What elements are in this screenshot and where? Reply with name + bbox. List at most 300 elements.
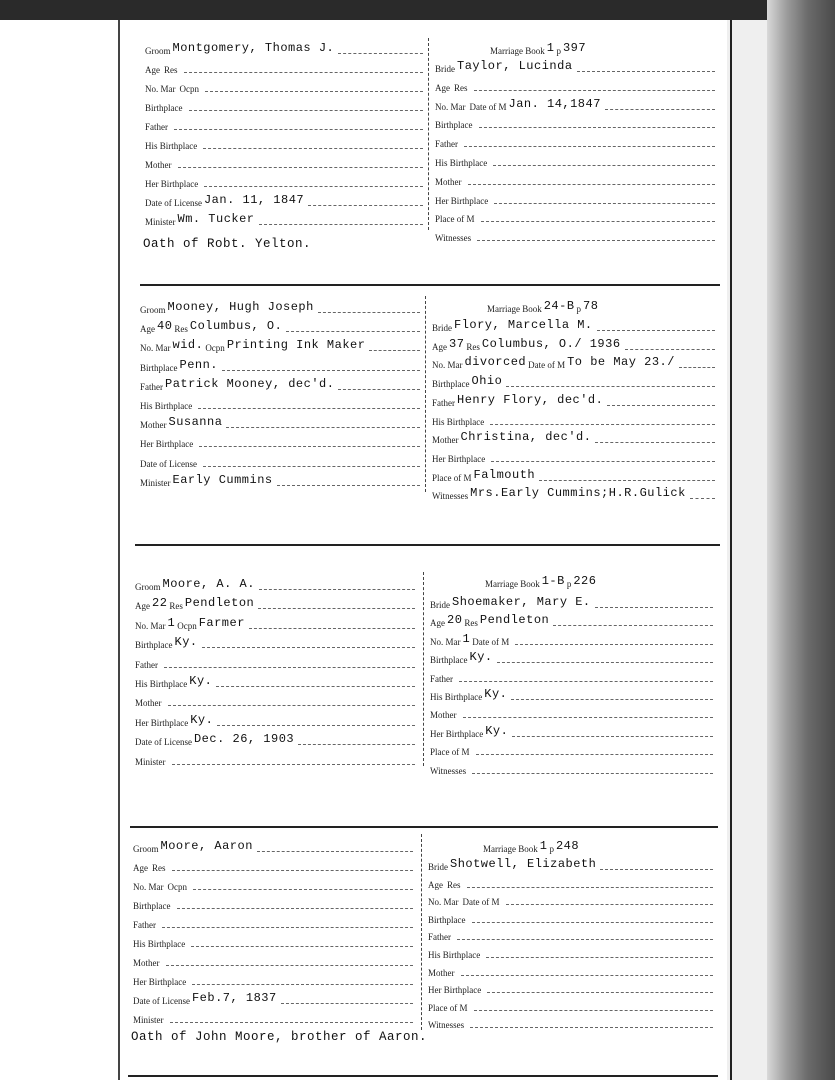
bride-name: Shoemaker, Mary E. — [452, 595, 591, 609]
bride-field-bride — [432, 317, 715, 333]
groom-no-mar: 1 — [167, 615, 176, 630]
blank-line — [177, 907, 414, 909]
blank-line — [607, 404, 715, 406]
label-age: Age — [133, 863, 148, 873]
label-p: p — [576, 304, 582, 314]
marriage-book-ref — [487, 298, 657, 314]
marriage-book-number: 24-B — [543, 299, 575, 313]
label-groom: Groom — [135, 582, 161, 592]
blank-line — [595, 441, 715, 443]
label-res: Res — [152, 863, 166, 873]
scan-top-edge — [0, 0, 835, 20]
label-her-birthplace: Her Birthplace — [145, 179, 199, 189]
label-father: Father — [140, 381, 163, 392]
label-birthplace: Birthplace — [140, 362, 178, 373]
groom-field-father — [135, 654, 415, 670]
bride-field-birthplace — [432, 373, 715, 389]
bride-field-her-birthplace — [435, 190, 715, 206]
label-mother: Mother — [435, 176, 462, 187]
label-groom: Groom — [145, 46, 171, 56]
blank-line — [477, 239, 715, 241]
blank-line — [470, 1026, 713, 1028]
label-date-of-license: Date of License — [140, 458, 197, 469]
label-her-birthplace: Her Birthplace — [435, 195, 489, 206]
bride-field-witnesses — [428, 1014, 713, 1030]
label-witnesses: Witnesses — [430, 765, 467, 776]
blank-line — [472, 772, 713, 774]
marriage-book-ref — [485, 573, 655, 589]
groom-her-birthplace: Ky. — [190, 712, 214, 727]
bride-field-his-birthplace — [430, 686, 713, 702]
blank-line — [512, 735, 713, 737]
bride-witnesses: Mrs.Early Cummins;H.R.Gulick — [470, 486, 686, 501]
scan-right-edge — [767, 0, 835, 1080]
groom-minister: Early Cummins — [172, 472, 273, 487]
bride-field-place-of-m — [428, 997, 713, 1013]
label-minister: Minister — [133, 1015, 164, 1025]
bride-birthplace: Ohio — [471, 374, 503, 389]
label-her-birthplace: Her Birthplace — [135, 717, 189, 728]
label-ocpn: Ocpn — [167, 882, 187, 892]
groom-field-mother — [133, 952, 413, 968]
column-divider — [423, 572, 425, 766]
label-marriage-book: Marriage Book — [490, 46, 545, 56]
label-birthplace: Birthplace — [430, 655, 468, 666]
bride-field-birthplace — [435, 114, 715, 130]
groom-field-birthplace — [133, 895, 413, 911]
marriage-book-page: 78 — [583, 299, 599, 313]
groom-name: Moore, A. A. — [162, 577, 255, 591]
bride-her-birthplace: Ky. — [485, 723, 509, 738]
blank-line — [172, 869, 414, 871]
blank-line — [204, 185, 423, 187]
page-right-border — [730, 20, 732, 1080]
record-separator — [140, 284, 720, 286]
label-minister: Minister — [145, 217, 176, 227]
label-his-birthplace: His Birthplace — [432, 416, 485, 427]
label-bride: Bride — [428, 862, 448, 872]
label-no-mar: No. Mar — [145, 84, 176, 94]
label-no-mar: No. Mar — [430, 636, 461, 647]
label-age: Age — [140, 324, 155, 335]
marriage-book-page: 226 — [573, 574, 597, 588]
groom-age: 22 — [152, 596, 168, 611]
groom-field-mother — [135, 692, 415, 708]
marriage-book-page: 397 — [562, 41, 587, 55]
groom-field-age — [145, 59, 423, 75]
label-mother: Mother — [135, 698, 162, 709]
label-bride: Bride — [435, 64, 455, 74]
label-father: Father — [428, 932, 451, 943]
blank-line — [487, 991, 713, 993]
label-date-of-license: Date of License — [135, 737, 192, 748]
label-no-mar: No. Mar — [133, 882, 164, 892]
bride-his-birthplace: Ky. — [484, 687, 508, 701]
groom-field-minister — [145, 211, 423, 227]
label-mother: Mother — [145, 160, 172, 170]
blank-line — [259, 588, 415, 590]
groom-mother: Susanna — [168, 415, 223, 430]
groom-field-mother — [145, 154, 423, 170]
blank-line — [202, 646, 415, 648]
blank-line — [338, 388, 420, 390]
label-groom: Groom — [133, 844, 159, 854]
blank-line — [481, 220, 716, 222]
blank-line — [281, 1002, 413, 1004]
label-marriage-book: Marriage Book — [487, 304, 542, 314]
bride-field-his-birthplace — [435, 152, 715, 168]
groom-no-mar: wid. — [172, 338, 204, 353]
blank-line — [318, 311, 420, 313]
label-mother: Mother — [432, 435, 459, 446]
label-birthplace: Birthplace — [145, 103, 183, 113]
blank-line — [191, 945, 413, 947]
label-mother: Mother — [430, 710, 457, 721]
blank-line — [168, 704, 416, 706]
blank-line — [506, 903, 714, 905]
groom-birthplace: Ky. — [174, 635, 198, 650]
bride-res: Columbus, O./ 1936 — [481, 336, 621, 351]
blank-line — [597, 329, 715, 331]
blank-line — [164, 666, 415, 668]
record-note: Oath of John Moore, brother of Aaron. — [131, 1030, 428, 1044]
bride-field-witnesses — [432, 485, 715, 501]
groom-field-age — [140, 318, 420, 334]
groom-name: Montgomery, Thomas J. — [172, 41, 335, 55]
marriage-book-ref — [483, 838, 653, 854]
bride-field-no-mar — [430, 631, 713, 647]
label-age: Age — [145, 65, 160, 75]
label-her-birthplace: Her Birthplace — [133, 977, 187, 987]
label-age: Age — [432, 341, 447, 352]
label-father: Father — [432, 397, 455, 408]
blank-line — [472, 921, 714, 923]
blank-line — [461, 974, 714, 976]
bride-field-her-birthplace — [432, 448, 715, 464]
blank-line — [249, 627, 415, 629]
groom-field-birthplace — [135, 634, 415, 650]
label-his-birthplace: His Birthplace — [430, 692, 483, 702]
groom-field-birthplace — [140, 357, 420, 373]
blank-line — [203, 465, 420, 467]
blank-line — [217, 724, 415, 726]
groom-field-his-birthplace — [133, 933, 413, 949]
record-separator — [130, 826, 718, 828]
blank-line — [298, 743, 415, 745]
bride-date-of-m: To be May 23./ — [567, 355, 675, 370]
groom-field-minister — [140, 472, 420, 488]
bride-field-age — [435, 77, 715, 93]
label-her-birthplace: Her Birthplace — [428, 985, 482, 996]
blank-line — [338, 52, 423, 54]
label-his-birthplace: His Birthplace — [133, 939, 186, 949]
blank-line — [369, 349, 420, 351]
blank-line — [493, 164, 715, 166]
groom-minister: Wm. Tucker — [177, 212, 255, 226]
marriage-book-ref — [490, 40, 660, 56]
bride-field-no-mar — [428, 891, 713, 907]
label-witnesses: Witnesses — [435, 233, 472, 244]
blank-line — [257, 850, 413, 852]
groom-field-groom — [135, 576, 415, 592]
label-marriage-book: Marriage Book — [483, 844, 538, 854]
blank-line — [476, 753, 714, 755]
bride-name: Shotwell, Elizabeth — [450, 857, 597, 871]
groom-field-her-birthplace — [133, 971, 413, 987]
blank-line — [625, 348, 715, 350]
blank-line — [178, 166, 424, 168]
bride-field-her-birthplace — [428, 979, 713, 995]
label-no-mar: No. Mar — [435, 101, 466, 112]
blank-line — [515, 643, 713, 645]
groom-field-his-birthplace — [145, 135, 423, 151]
bride-field-her-birthplace — [430, 723, 713, 739]
groom-father: Patrick Mooney, dec'd. — [165, 376, 335, 391]
blank-line — [468, 183, 716, 185]
blank-line — [205, 90, 423, 92]
groom-res: Pendleton — [184, 596, 255, 611]
blank-line — [226, 426, 420, 428]
bride-field-bride — [435, 58, 715, 74]
record-note: Oath of Robt. Yelton. — [143, 237, 312, 251]
blank-line — [259, 223, 423, 225]
blank-line — [679, 366, 715, 368]
bride-field-witnesses — [435, 227, 715, 243]
label-birthplace: Birthplace — [435, 120, 473, 131]
bride-field-father — [435, 133, 715, 149]
bride-field-his-birthplace — [432, 411, 715, 427]
label-p: p — [566, 579, 572, 589]
groom-field-no-mar — [133, 876, 413, 892]
groom-age: 40 — [157, 319, 173, 334]
bride-field-witnesses — [430, 760, 713, 776]
label-age: Age — [435, 82, 450, 93]
blank-line — [170, 1021, 414, 1023]
label-his-birthplace: His Birthplace — [428, 950, 481, 960]
groom-date-of-license: Feb.7, 1837 — [191, 991, 277, 1005]
groom-field-mother — [140, 414, 420, 430]
groom-field-father — [140, 376, 420, 392]
blank-line — [474, 89, 716, 91]
label-date-of-license: Date of License — [145, 198, 202, 208]
bride-name: Flory, Marcella M. — [454, 318, 593, 332]
label-res: Res — [466, 341, 480, 352]
label-minister: Minister — [140, 477, 171, 488]
blank-line — [459, 680, 713, 682]
groom-date-of-license: Dec. 26, 1903 — [193, 732, 295, 747]
label-p: p — [549, 844, 554, 854]
groom-field-groom — [133, 838, 413, 854]
bride-field-father — [430, 668, 713, 684]
label-place-of-m: Place of M — [428, 1002, 468, 1013]
label-res: Res — [169, 601, 183, 612]
marriage-book-number: 1 — [539, 839, 548, 853]
groom-field-father — [145, 116, 423, 132]
bride-res: Pendleton — [479, 613, 550, 628]
blank-line — [479, 126, 716, 128]
bride-field-bride — [428, 856, 713, 872]
label-father: Father — [145, 122, 168, 132]
label-his-birthplace: His Birthplace — [135, 679, 188, 689]
groom-field-his-birthplace — [140, 395, 420, 411]
groom-field-no-mar — [145, 78, 423, 94]
blank-line — [464, 145, 715, 147]
bride-field-bride — [430, 594, 713, 610]
groom-birthplace: Penn. — [179, 357, 219, 372]
bride-field-place-of-m — [435, 208, 715, 224]
blank-line — [486, 956, 713, 958]
label-father: Father — [135, 659, 158, 670]
groom-field-minister — [135, 751, 415, 767]
bride-field-mother — [428, 962, 713, 978]
label-place-of-m: Place of M — [435, 214, 475, 225]
blank-line — [497, 661, 713, 663]
groom-field-her-birthplace — [140, 433, 420, 449]
label-ocpn: Ocpn — [179, 84, 199, 94]
label-her-birthplace: Her Birthplace — [140, 439, 194, 450]
label-father: Father — [133, 920, 156, 930]
groom-his-birthplace: Ky. — [189, 674, 213, 688]
label-res: Res — [447, 879, 461, 890]
blank-line — [490, 423, 715, 425]
label-ocpn: Ocpn — [177, 620, 197, 631]
label-marriage-book: Marriage Book — [485, 579, 540, 589]
blank-line — [216, 685, 415, 687]
groom-name: Moore, Aaron — [160, 839, 253, 853]
blank-line — [595, 606, 713, 608]
blank-line — [193, 888, 413, 890]
blank-line — [308, 204, 423, 206]
scan-margin-strip — [727, 20, 767, 1080]
label-no-mar: No. Mar — [135, 620, 166, 631]
bride-date-of-m: Jan. 14,1847 — [508, 96, 601, 111]
blank-line — [166, 964, 414, 966]
blank-line — [463, 716, 714, 718]
label-ocpn: Ocpn — [205, 343, 225, 354]
blank-line — [162, 926, 413, 928]
bride-place-of-m: Falmouth — [473, 467, 536, 482]
blank-line — [457, 938, 713, 940]
label-place-of-m: Place of M — [430, 747, 470, 758]
blank-line — [286, 330, 420, 332]
bride-field-no-mar — [432, 354, 715, 370]
bride-field-age — [430, 612, 713, 628]
blank-line — [184, 71, 424, 73]
label-p: p — [556, 46, 561, 56]
blank-line — [277, 484, 420, 486]
label-bride: Bride — [430, 600, 450, 610]
groom-date-of-license: Jan. 11, 1847 — [203, 193, 305, 207]
groom-field-age — [133, 857, 413, 873]
groom-field-date-of-license — [140, 453, 420, 469]
label-date-of-m: Date of M — [472, 636, 510, 647]
record-separator — [135, 544, 720, 546]
label-date-of-license: Date of License — [133, 996, 190, 1006]
blank-line — [222, 369, 420, 371]
groom-field-date-of-license — [135, 731, 415, 747]
blank-line — [172, 763, 416, 765]
groom-ocpn: Farmer — [198, 615, 245, 630]
groom-field-date-of-license — [145, 192, 423, 208]
bride-age: 20 — [447, 613, 463, 628]
groom-field-groom — [140, 299, 420, 315]
bride-field-place-of-m — [432, 467, 715, 483]
label-date-of-m: Date of M — [528, 360, 566, 371]
groom-field-age — [135, 595, 415, 611]
bride-field-place-of-m — [430, 741, 713, 757]
blank-line — [198, 407, 420, 409]
page-left-border — [118, 20, 120, 1080]
label-his-birthplace: His Birthplace — [435, 158, 488, 168]
label-age: Age — [135, 601, 150, 612]
blank-line — [491, 460, 715, 462]
blank-line — [539, 479, 715, 481]
bride-field-mother — [432, 429, 715, 445]
bride-field-father — [432, 392, 715, 408]
label-her-birthplace: Her Birthplace — [432, 453, 486, 464]
bride-mother: Christina, dec'd. — [460, 430, 592, 445]
label-date-of-m: Date of M — [462, 897, 500, 908]
blank-line — [199, 445, 420, 447]
groom-field-minister — [133, 1009, 413, 1025]
bride-field-birthplace — [428, 909, 713, 925]
label-age: Age — [430, 618, 445, 629]
label-mother: Mother — [428, 967, 455, 978]
label-minister: Minister — [135, 756, 166, 767]
blank-line — [258, 607, 415, 609]
label-bride: Bride — [432, 323, 452, 333]
bride-age: 37 — [449, 336, 465, 351]
groom-field-groom — [145, 40, 423, 56]
blank-line — [600, 868, 713, 870]
blank-line — [506, 385, 715, 387]
blank-line — [192, 983, 413, 985]
bride-field-age — [432, 336, 715, 352]
groom-field-father — [133, 914, 413, 930]
label-birthplace: Birthplace — [428, 914, 466, 925]
record-separator — [128, 1075, 718, 1077]
label-his-birthplace: His Birthplace — [145, 141, 198, 151]
blank-line — [189, 109, 424, 111]
blank-line — [690, 497, 715, 499]
groom-field-date-of-license — [133, 990, 413, 1006]
groom-field-birthplace — [145, 97, 423, 113]
label-mother: Mother — [140, 420, 167, 431]
blank-line — [577, 70, 715, 72]
label-birthplace: Birthplace — [133, 901, 171, 911]
column-divider — [421, 834, 423, 1030]
groom-field-her-birthplace — [135, 712, 415, 728]
groom-field-no-mar — [140, 337, 420, 353]
bride-birthplace: Ky. — [469, 650, 493, 665]
label-res: Res — [464, 618, 478, 629]
bride-field-no-mar — [435, 96, 715, 112]
groom-res: Columbus, O. — [189, 319, 283, 334]
marriage-book-number: 1-B — [541, 574, 565, 588]
bride-no-mar: 1 — [462, 631, 471, 646]
groom-field-no-mar — [135, 615, 415, 631]
label-witnesses: Witnesses — [432, 491, 469, 502]
blank-line — [467, 886, 714, 888]
label-birthplace: Birthplace — [135, 640, 173, 651]
label-no-mar: No. Mar — [140, 343, 171, 354]
label-res: Res — [174, 324, 188, 335]
groom-name: Mooney, Hugh Joseph — [167, 300, 314, 314]
bride-field-age — [428, 874, 713, 890]
marriage-book-page: 248 — [555, 839, 580, 853]
groom-field-her-birthplace — [145, 173, 423, 189]
column-divider — [425, 296, 427, 492]
